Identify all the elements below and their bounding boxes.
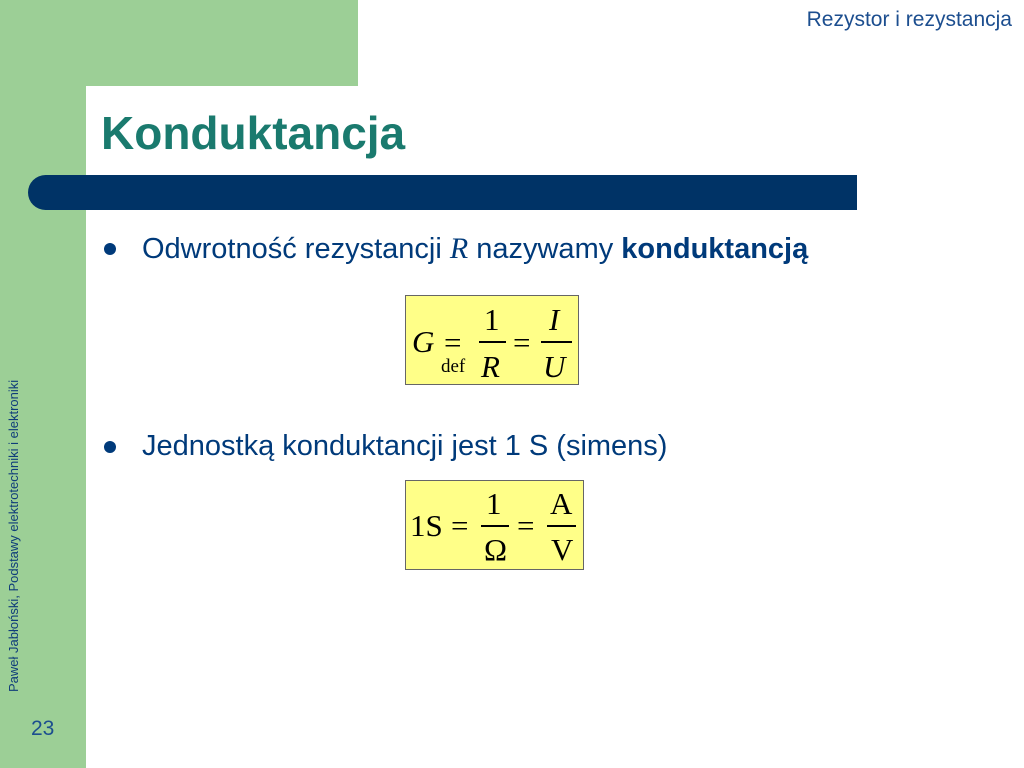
formula-denominator-r: R: [481, 349, 500, 384]
formula-equals: =: [451, 508, 469, 543]
bullet-dot-icon: [104, 243, 116, 255]
formula-equals-def: =: [444, 325, 462, 360]
author-footer: Paweł Jabłoński, Podstawy elektrotechniki i elektroniki: [6, 379, 21, 692]
formula-numerator-i: I: [549, 302, 560, 337]
bullet-emphasis: konduktancją: [621, 232, 809, 265]
formula-1s: 1S: [410, 508, 443, 543]
bullet-text-after: nazywamy: [476, 232, 614, 265]
variable-r: R: [449, 232, 469, 265]
conductance-formula-box: [405, 295, 579, 385]
formula-equals: =: [513, 325, 531, 360]
top-green-frame: [0, 0, 358, 86]
slide-title: Konduktancja: [101, 107, 406, 159]
bullet-item-unit: [104, 430, 667, 463]
formula-def-label: def: [441, 356, 466, 377]
fraction-bar: [541, 341, 572, 343]
formula-numerator-1: 1: [486, 486, 502, 521]
formula-numerator-1: 1: [484, 302, 500, 337]
formula-equals: =: [517, 508, 535, 543]
page-number: 23: [31, 717, 55, 740]
bullet-item-definition: [104, 232, 808, 266]
fraction-bar: [479, 341, 506, 343]
fraction-bar: [481, 525, 509, 527]
formula-denominator-v: V: [551, 532, 574, 567]
formula-numerator-a: A: [550, 486, 573, 521]
formula-denominator-ohm: Ω: [484, 532, 508, 567]
bullet-text: Jednostką konduktancji jest 1 S (simens): [142, 430, 668, 462]
bullet-dot-icon: [104, 441, 116, 453]
title-underline-bar: [28, 175, 857, 210]
formula-symbol-g: G: [412, 324, 435, 359]
section-label: Rezystor i rezystancja: [806, 8, 1012, 31]
fraction-bar: [547, 525, 576, 527]
bullet-text-before: Odwrotność rezystancji: [142, 232, 442, 265]
siemens-formula-box: [405, 480, 584, 570]
formula-denominator-u: U: [543, 349, 566, 384]
